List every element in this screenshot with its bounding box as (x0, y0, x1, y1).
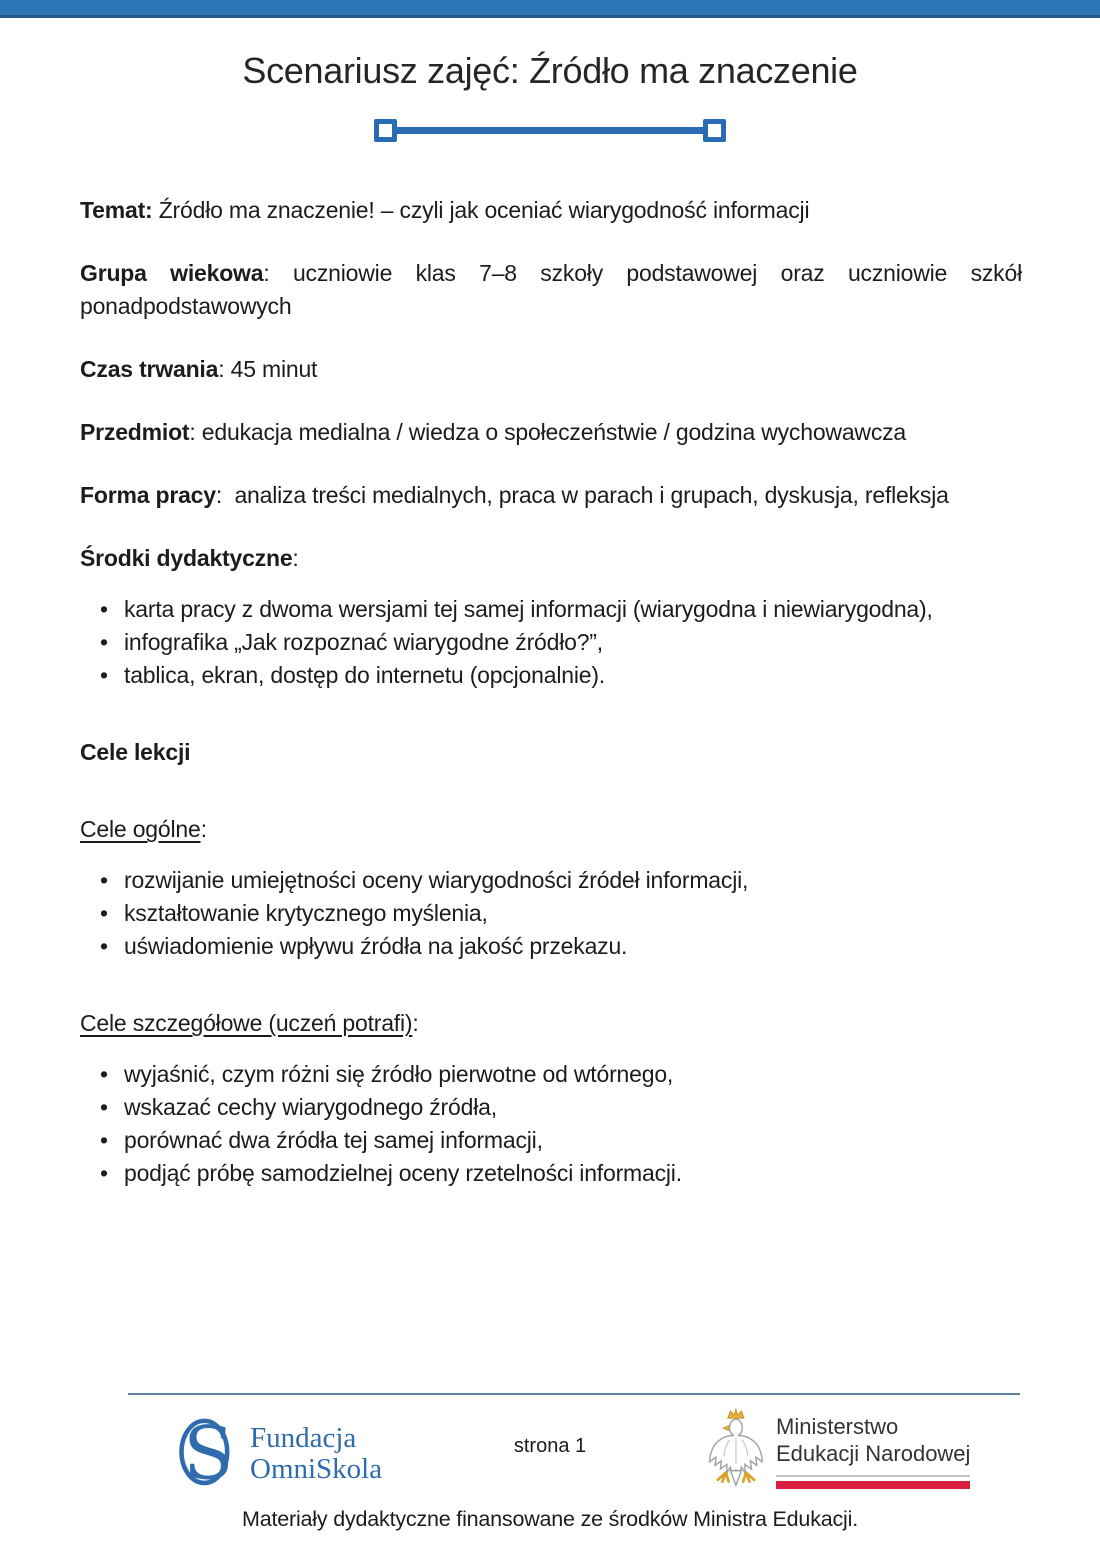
foundation-name-line2: OmniSkola (250, 1452, 383, 1485)
ministry-name-line2: Edukacji Narodowej (776, 1441, 971, 1466)
colon: : (189, 419, 196, 445)
list-item: • kształtowanie krytycznego myślenia, (98, 897, 1022, 930)
colon: : (263, 260, 270, 286)
cele-ogolne-label: Cele ogólne (80, 816, 201, 842)
field-przedmiot-label: Przedmiot (80, 419, 190, 445)
cele-ogolne-list (80, 864, 1022, 963)
svg-text:S: S (183, 1411, 234, 1493)
ministry-name-line1: Ministerstwo (776, 1414, 899, 1439)
field-czas-trwania (80, 353, 1022, 386)
list-item: • wskazać cechy wiarygodnego źródła, (98, 1091, 1022, 1124)
field-temat (80, 194, 1022, 227)
field-temat-value: Źródło ma znaczenie! – czyli jak oceniać wiarygodność informacji (158, 197, 810, 223)
divider-square-left-icon (374, 119, 397, 142)
poland-flag-stripes-icon (776, 1475, 970, 1489)
field-przedmiot (80, 416, 1022, 449)
colon: : (215, 482, 223, 508)
section-srodki-heading (80, 542, 1022, 575)
document-body (80, 194, 1022, 1220)
polish-eagle-icon (706, 1405, 764, 1498)
list-item: • wyjaśnić, czym różni się źródło pierwotne od wtórnego, (98, 1058, 1022, 1091)
top-accent-bar (0, 0, 1100, 18)
divider-square-right-icon (703, 119, 726, 142)
field-forma-label: Forma pracy (80, 482, 216, 508)
colon: : (200, 816, 207, 842)
list-item: • rozwijanie umiejętności oceny wiarygodności źródeł informacji, (98, 864, 1022, 897)
list-item: • porównać dwa źródła tej samej informacji, (98, 1124, 1022, 1157)
list-item: • infografika „Jak rozpoznać wiarygodne źródło?”, (98, 626, 1022, 659)
foundation-name-line1: Fundacja (250, 1421, 357, 1454)
list-item: • tablica, ekran, dostęp do internetu (opcjonalnie). (98, 659, 1022, 692)
page-number: strona 1 (513, 1435, 587, 1457)
list-item: • uświadomienie wpływu źródła na jakość przekazu. (98, 930, 1022, 963)
list-item: • karta pracy z dwoma wersjami tej samej informacji (wiarygodna i niewiarygodna), (98, 593, 1022, 626)
colon: : (412, 1010, 419, 1036)
colon: : (292, 545, 299, 571)
field-forma-pracy (80, 479, 1022, 512)
colon: : (218, 356, 225, 382)
field-czas-label: Czas trwania (80, 356, 219, 382)
field-grupa-label: Grupa wiekowa (80, 260, 264, 286)
page-footer (0, 1393, 1100, 1556)
section-cele-lekcji-heading: Cele lekcji (80, 739, 191, 765)
ministry-logo (706, 1405, 970, 1498)
field-grupa-wiekowa (80, 257, 1022, 323)
footer-divider-line (128, 1393, 1020, 1395)
field-temat-label: Temat: (80, 197, 153, 223)
title-divider (374, 118, 726, 142)
field-grupa-value: uczniowie klas 7–8 szkoły podstawowej oraz uczniowie szkół ponadpodstawowych (80, 260, 1022, 319)
divider-bar (396, 127, 704, 134)
ministry-name (776, 1405, 970, 1489)
cele-szczegolowe-label: Cele szczegółowe (uczeń potrafi) (80, 1010, 413, 1036)
field-czas-value: 45 minut (230, 356, 318, 382)
field-forma-value: analiza treści medialnych, praca w parach i grupach, dyskusja, refleksja (234, 482, 949, 508)
list-item: • podjąć próbę samodzielnej oceny rzetelności informacji. (98, 1157, 1022, 1190)
cele-szczegolowe-list (80, 1058, 1022, 1190)
section-cele-ogolne-heading (80, 813, 1022, 846)
srodki-label: Środki dydaktyczne (80, 545, 293, 571)
financing-note: Materiały dydaktyczne finansowane ze środków Ministra Edukacji. (242, 1507, 858, 1531)
section-cele-szczegolowe-heading (80, 1007, 1022, 1040)
srodki-list (80, 593, 1022, 692)
page-title: Scenariusz zajęć: Źródło ma znaczenie (242, 50, 858, 91)
field-przedmiot-value: edukacja medialna / wiedza o społeczeństwie / godzina wychowawcza (201, 419, 907, 445)
